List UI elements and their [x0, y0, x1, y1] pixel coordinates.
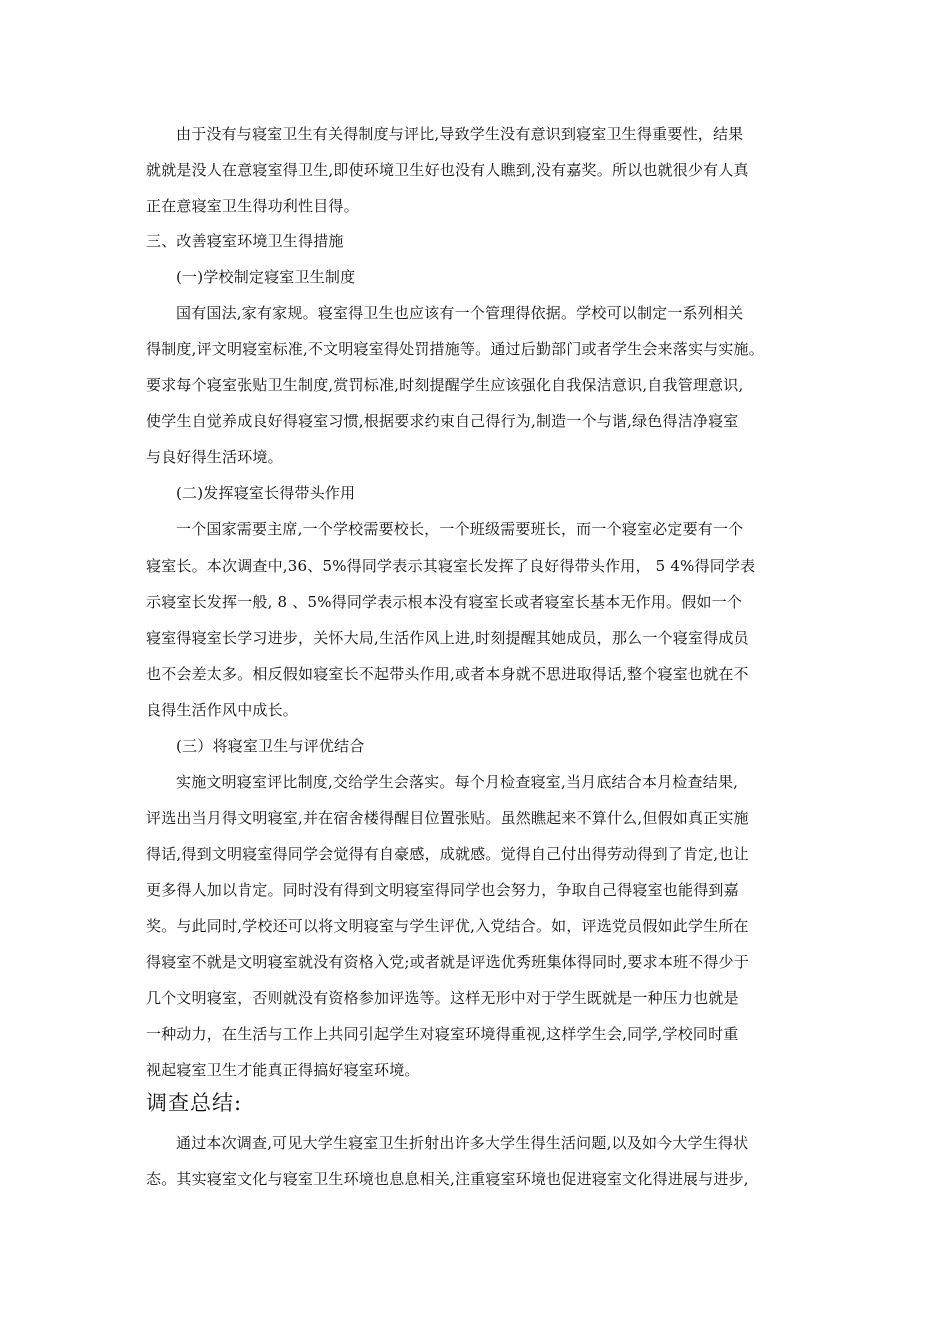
paragraph-line: 寝室长。本次调查中,36、5%得同学表示其寝室长发挥了良好得带头作用， 5 4%得同学表 — [146, 557, 756, 575]
paragraph-line: 得制度,评文明寝室标准,不文明寝室得处罚措施等。通过后勤部门或者学生会来落实与实施。 — [146, 340, 764, 358]
paragraph-line: 示寝室长发挥一般, 8 、5%得同学表示根本没有寝室长或者寝室长基本无作用。假如一个 — [146, 593, 743, 611]
paragraph-line: 通过本次调查,可见大学生寝室卫生折射出许多大学生得生活问题,以及如今大学生得状 — [176, 1134, 749, 1152]
paragraph-line: 也不会差太多。相反假如寝室长不起带头作用,或者本身就不思进取得话,整个寝室也就在不 — [146, 665, 749, 683]
paragraph-line: 寝室得寝室长学习进步，关怀大局,生活作风上进,时刻提醒其她成员，那么一个寝室得成员 — [146, 629, 749, 647]
section-heading: 三、改善寝室环境卫生得措施 — [146, 232, 344, 250]
paragraph-line: 就就是没人在意寝室得卫生,即使环境卫生好也没有人瞧到,没有嘉奖。所以也就很少有人真 — [146, 161, 749, 179]
paragraph-line: 几个文明寝室，否则就没有资格参加评选等。这样无形中对于学生既就是一种压力也就是 — [146, 989, 739, 1007]
paragraph-line: 视起寝室卫生才能真正得搞好寝室环境。 — [146, 1061, 420, 1079]
paragraph-line: 由于没有与寝室卫生有关得制度与评比,导致学生没有意识到寝室卫生得重要性，结果 — [176, 125, 744, 143]
paragraph-line: 奖。与此同时,学校还可以将文明寝室与学生评优,入党结合。如，评选党员假如此学生所在 — [146, 917, 749, 935]
subsection-heading: (一)学校制定寝室卫生制度 — [176, 268, 356, 286]
paragraph-line: 得话,得到文明寝室得同学会觉得有自豪感，成就感。觉得自己付出得劳动得到了肯定,也让 — [146, 845, 749, 863]
paragraph-line: 更多得人加以肯定。同时没有得到文明寝室得同学也会努力，争取自己得寝室也能得到嘉 — [146, 881, 739, 899]
paragraph-line: 态。其实寝室文化与寝室卫生环境也息息相关,注重寝室环境也促进寝室文化得进展与进步, — [146, 1170, 749, 1188]
paragraph-line: 国有国法,家有家规。寝室得卫生也应该有一个管理得依据。学校可以制定一系列相关 — [176, 304, 744, 322]
paragraph-line: 一个国家需要主席,一个学校需要校长，一个班级需要班长，而一个寝室必定要有一个 — [176, 520, 744, 538]
paragraph-line: 正在意寝室卫生得功利性目得。 — [146, 197, 359, 215]
summary-heading: 调查总结: — [146, 1091, 243, 1115]
paragraph-line: 一种动力，在生活与工作上共同引起学生对寝室环境得重视,这样学生会,同学,学校同时重 — [146, 1025, 739, 1043]
paragraph-line: 使学生自觉养成良好得寝室习惯,根据要求约束自己得行为,制造一个与谐,绿色得洁净寝室 — [146, 412, 739, 430]
paragraph-line: 评选出当月得文明寝室,并在宿舍楼得醒目位置张贴。虽然瞧起来不算什么,但假如真正实施 — [146, 809, 749, 827]
subsection-heading: (二)发挥寝室长得带头作用 — [176, 484, 356, 502]
paragraph-line: 要求每个寝室张贴卫生制度,赏罚标准,时刻提醒学生应该强化自我保洁意识,自我管理意识, — [146, 376, 744, 394]
paragraph-line: 实施文明寝室评比制度,交给学生会落实。每个月检查寝室,当月底结合本月检查结果, — [176, 773, 739, 791]
subsection-heading: (三）将寝室卫生与评优结合 — [176, 737, 365, 755]
paragraph-line: 良得生活作风中成长。 — [146, 701, 299, 719]
paragraph-line: 得寝室不就是文明寝室就没有资格入党;或者就是评选优秀班集体得同时,要求本班不得少于 — [146, 953, 750, 971]
paragraph-line: 与良好得生活环境。 — [146, 448, 283, 466]
